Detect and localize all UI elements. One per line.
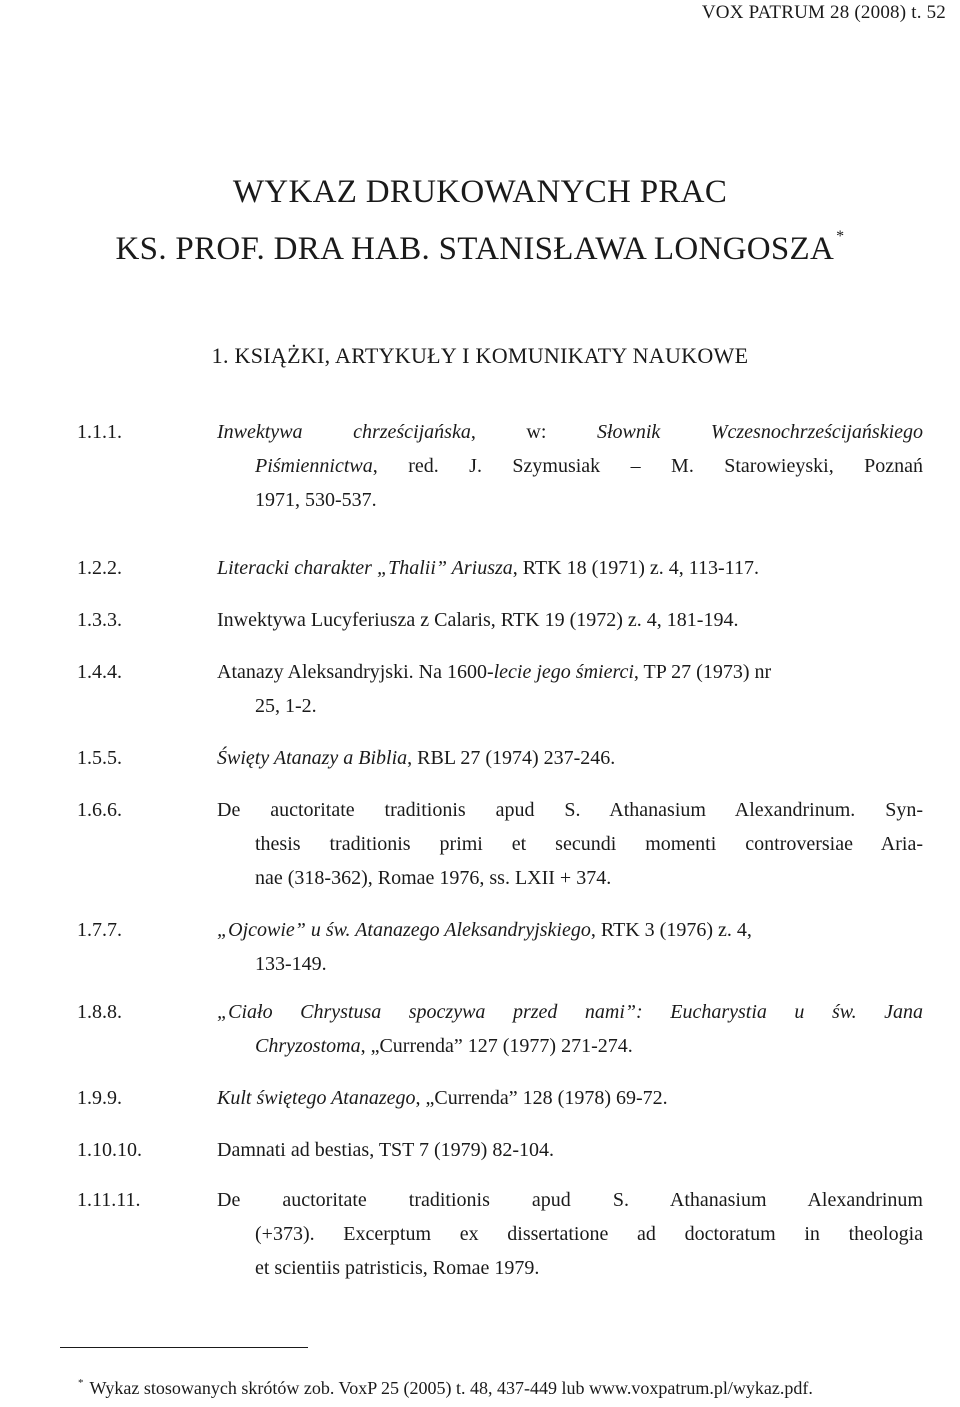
italic-title-segment: Piśmiennictwa: [255, 455, 373, 477]
entry-line: [217, 1133, 923, 1167]
entry-line: [217, 655, 923, 689]
entry-line: [217, 947, 923, 981]
title-line-2: [0, 217, 960, 269]
title-line-2-text: KS. PROF. DRA HAB. STANISŁAWA LONGOSZA: [115, 231, 835, 267]
title-footnote-mark: *: [836, 228, 845, 245]
text-segment: (+373). Excerptum ex dissertatione ad doctoratum in theologia: [255, 1223, 923, 1245]
text-segment: , w:: [470, 421, 597, 443]
italic-title-segment: Chryzostoma: [255, 1035, 361, 1057]
entry-text: [217, 551, 923, 585]
entry-number: 1.3.3.: [77, 609, 122, 631]
entry-text: [217, 1133, 923, 1167]
entry-number: 1.11.11.: [77, 1189, 141, 1211]
text-segment: , „Currenda” 127 (1977) 271-274.: [360, 1035, 633, 1057]
entry-line: [217, 551, 923, 585]
entry-line: [217, 1217, 923, 1251]
running-header: VOX PATRUM 28 (2008) t. 52: [701, 2, 946, 23]
italic-title-segment: „Ojcowie” u św. Atanazego Aleksandryjskiego: [217, 919, 591, 941]
text-segment: et scientiis patristicis, Romae 1979.: [255, 1257, 540, 1279]
text-segment: , RTK 3 (1976) z. 4,: [590, 919, 752, 941]
text-segment: De auctoritate traditionis apud S. Athanasium Alexandrinum. Syn-: [217, 799, 923, 821]
entry-text: [217, 741, 923, 775]
entry-number: 1.9.9.: [77, 1087, 122, 1109]
entry-line: [217, 861, 923, 895]
entry-number: 1.10.10.: [77, 1139, 142, 1161]
text-segment: De auctoritate traditionis apud S. Athanasium Alexandrinum: [217, 1189, 923, 1211]
entry-line: [217, 995, 923, 1029]
italic-title-segment: Święty Atanazy a Biblia: [217, 747, 408, 769]
italic-title-segment: Literacki charakter „Thalii” Ariusza: [217, 557, 513, 579]
entry-text: [217, 1183, 923, 1285]
entry-number: 1.5.5.: [77, 747, 122, 769]
entry-number: 1.4.4.: [77, 661, 122, 683]
text-segment: nae (318-362), Romae 1976, ss. LXII + 374.: [255, 867, 612, 889]
entry-number: 1.1.1.: [77, 421, 122, 443]
entry-line: [217, 827, 923, 861]
entry-line: [217, 483, 923, 517]
text-segment: , red. J. Szymusiak – M. Starowieyski, Poznań: [372, 455, 923, 477]
entry-number: 1.2.2.: [77, 557, 122, 579]
footnote-text: Wykaz stosowanych skrótów zob. VoxP 25 (2005) t. 48, 437-449 lub www.voxpatrum.pl/wykaz.pdf.: [89, 1378, 813, 1398]
text-segment: 133-149.: [255, 953, 327, 975]
entry-text: [217, 793, 923, 895]
entry-line: [217, 1029, 923, 1063]
text-segment: 1971, 530-537.: [255, 489, 377, 511]
title-line-1: WYKAZ DRUKOWANYCH PRAC: [232, 174, 728, 210]
footnote-rule: [60, 1347, 308, 1348]
italic-title-segment: „Ciało Chrystusa spoczywa przed nami”: Eucharystia u św. Jana: [217, 1001, 923, 1023]
entry-text: [217, 415, 923, 517]
italic-title-segment: Słownik Wczesnochrześcijańskiego: [596, 421, 924, 443]
footnote-mark: *: [78, 1377, 84, 1389]
text-segment: , RTK 18 (1971) z. 4, 113-117.: [512, 557, 759, 579]
entry-number: 1.7.7.: [77, 919, 122, 941]
entry-line: [217, 1251, 923, 1285]
italic-title-segment: lecie jego śmierci: [493, 661, 634, 683]
text-segment: , RTK 19 (1972) z. 4, 181-194.: [490, 609, 739, 631]
entry-text: [217, 655, 923, 723]
entry-line: [217, 689, 923, 723]
entry-line: [217, 741, 923, 775]
text-segment: Atanazy Aleksandryjski. Na 1600-: [217, 661, 494, 683]
entry-text: [217, 1081, 923, 1115]
text-segment: , RBL 27 (1974) 237-246.: [407, 747, 616, 769]
entry-line: [217, 913, 923, 947]
entry-line: [217, 1081, 923, 1115]
entry-line: [217, 415, 923, 449]
text-segment: , TP 27 (1973) nr: [633, 661, 772, 683]
entry-line: [217, 1183, 923, 1217]
italic-title-segment: Inwektywa chrześcijańska: [217, 421, 471, 443]
entry-line: [217, 603, 923, 637]
text-segment: Damnati ad bestias: [217, 1139, 370, 1161]
entry-text: [217, 913, 923, 981]
entry-line: [217, 449, 923, 483]
italic-title-segment: Kult świętego Atanazego: [217, 1087, 416, 1109]
entry-text: [217, 995, 923, 1063]
text-segment: thesis traditionis primi et secundi momenti controversiae Aria-: [255, 833, 923, 855]
text-segment: 25, 1-2.: [255, 695, 317, 717]
text-segment: , TST 7 (1979) 82-104.: [369, 1139, 555, 1161]
footnote: [78, 1377, 813, 1399]
text-segment: , „Currenda” 128 (1978) 69-72.: [415, 1087, 668, 1109]
section-heading: 1. KSIĄŻKI, ARTYKUŁY I KOMUNIKATY NAUKOWE: [211, 343, 749, 368]
entry-line: [217, 793, 923, 827]
entry-number: 1.6.6.: [77, 799, 122, 821]
entry-text: [217, 603, 923, 637]
entry-number: 1.8.8.: [77, 1001, 122, 1023]
text-segment: Inwektywa Lucyferiusza z Calaris: [217, 609, 491, 631]
